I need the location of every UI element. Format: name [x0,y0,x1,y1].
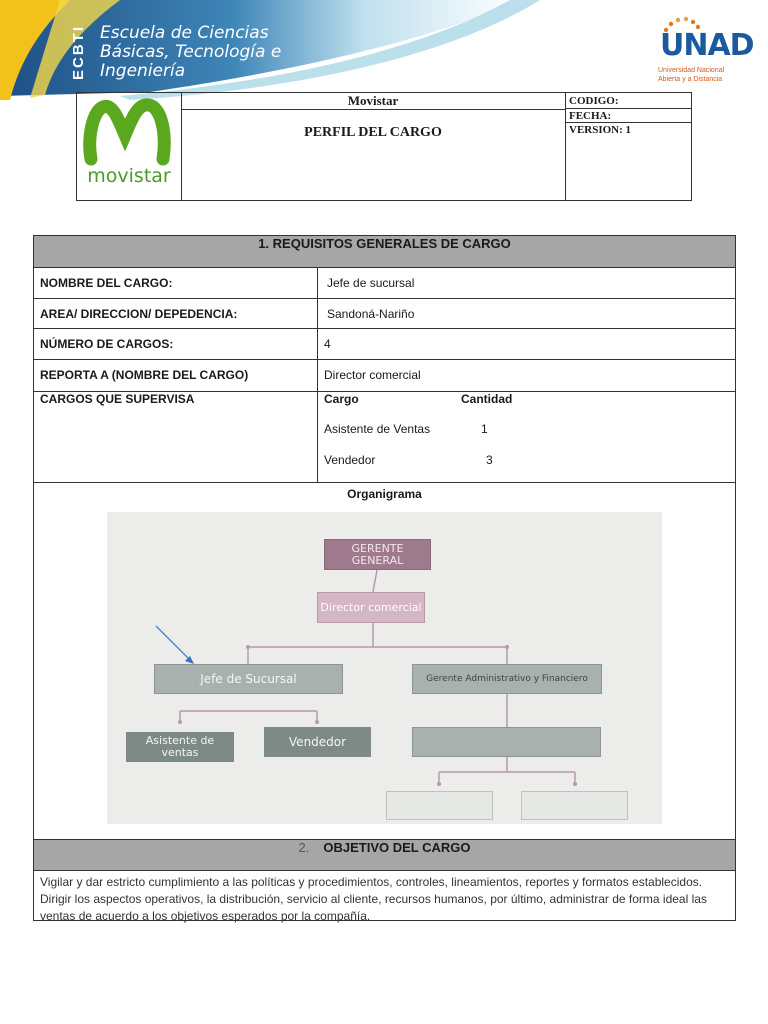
org-node-director-comercial: Director comercial [317,592,425,623]
organigram-chart [107,512,662,824]
movistar-logo [77,93,182,200]
supervised-cantidad: 3 [486,453,493,467]
section2-heading [34,840,735,871]
section1-heading-text: 1. REQUISITOS GENERALES DE CARGO [258,236,511,251]
ecbti-banner [0,0,768,100]
row-value: Sandoná-Nariño [327,307,415,321]
unad-name-line: Abierta y a Distancia [658,76,723,83]
school-title-line: Básicas, Tecnología e [100,42,282,62]
unad-name-line: Universidad Nacional [658,67,725,74]
row-label: NOMBRE DEL CARGO: [34,268,318,298]
header-middle [181,93,566,200]
version-label: VERSION: 1 [569,124,632,136]
col-cantidad-header: Cantidad [461,392,513,406]
org-node-asistente-ventas: Asistente de ventas [126,732,234,762]
job-profile-form [33,235,736,921]
movistar-m-icon [77,97,181,167]
org-node-jefe-sucursal: Jefe de Sucursal [154,664,343,694]
fecha-label: FECHA: [565,109,691,123]
objective-row [34,871,735,923]
unad-logo [656,16,754,84]
movistar-logo-text: movistar [87,165,171,187]
section2-heading-text: OBJETIVO DEL CARGO [323,840,471,855]
supervised-cargo: Asistente de Ventas [324,422,431,436]
profile-title: PERFIL DEL CARGO [304,125,442,140]
org-node-vendedor: Vendedor [264,727,371,757]
org-node-gerente-general: GERENTE GENERAL [324,539,431,570]
org-node-empty [386,791,493,820]
table-row [34,329,735,360]
document-header [76,92,692,201]
arrow-icon [156,626,194,664]
codigo-label: CODIGO: [565,93,691,109]
supervised-cantidad: 1 [481,422,488,436]
row-value: Jefe de sucursal [327,276,415,290]
table-row [34,360,735,392]
ecbti-side-label: ECBTI [70,25,87,81]
school-title [100,24,281,81]
header-meta [565,93,691,200]
unad-word: UNAD [660,28,754,63]
organigram-title: Organigrama [347,487,422,501]
table-row [34,299,735,329]
org-node-gerente-administrativo: Gerente Administrativo y Financiero [412,664,602,694]
row-label: NÚMERO DE CARGOS: [34,329,318,359]
row-label: AREA/ DIRECCION/ DEPEDENCIA: [34,299,318,328]
row-value: 4 [324,337,331,351]
org-node-empty [521,791,628,820]
row-value: Director comercial [324,368,421,382]
school-title-line: Escuela de Ciencias [100,23,269,43]
row-label: CARGOS QUE SUPERVISA [34,392,318,482]
objective-text: Vigilar y dar estricto cumplimiento a las políticas y procedimientos, controles, lineamientos, reportes y formatos establecidos. Dirigir los aspectos operativos, la distribución, servicio al cliente, recursos humanos, por último, administrar de forma ideal las ventas de acuerdo a los objetivos esperados por la compañía. [40,875,707,923]
section1-heading [34,236,735,268]
section2-number: 2. [298,840,310,855]
company-name: Movistar [181,93,565,110]
table-row [34,268,735,299]
supervised-cargo: Vendedor [324,453,376,467]
col-cargo-header: Cargo [324,392,359,406]
supervises-row [34,392,735,483]
org-node-empty [412,727,601,757]
row-label: REPORTA A (NOMBRE DEL CARGO) [34,360,318,391]
school-title-line: Ingeniería [100,61,186,81]
